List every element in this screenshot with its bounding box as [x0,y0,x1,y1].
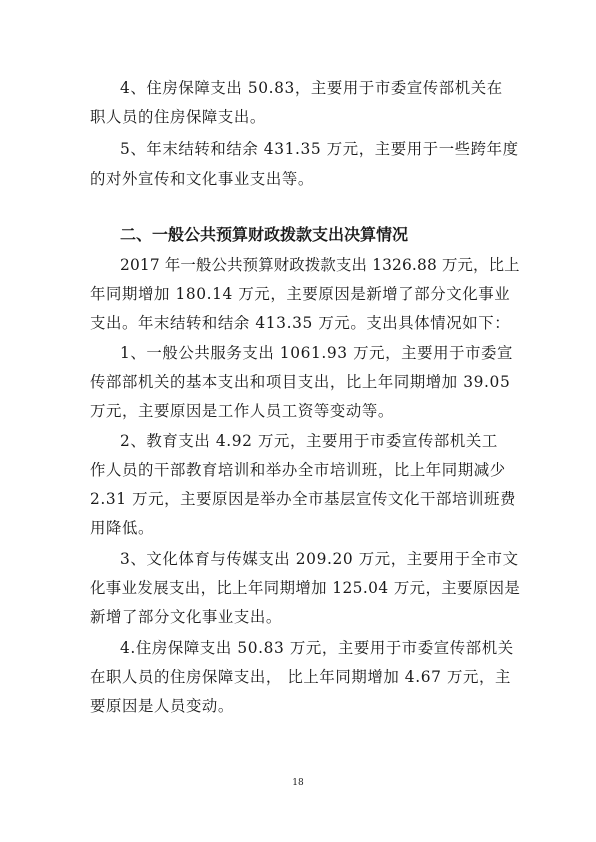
paragraph-line: 年同期增加 180.14 万元，主要原因是新增了部分文化事业 [90,285,511,303]
paragraph-line: 职人员的住房保障支出。 [90,108,266,126]
paragraph-line: 2、教育支出 4.92 万元，主要用于市委宣传部机关工 [120,432,498,450]
paragraph-line: 化事业发展支出，比上年同期增加 125.04 万元，主要原因是 [90,579,521,597]
paragraph-line: 2.31 万元，主要原因是举办全市基层宣传文化干部培训班费 [90,490,516,508]
paragraph-line: 4.住房保障支出 50.83 万元，主要用于市委宣传部机关 [120,639,514,657]
paragraph-line: 用降低。 [90,519,154,537]
paragraph-line: 要原因是人员变动。 [90,697,234,715]
paragraph-line: 1、一般公共服务支出 1061.93 万元，主要用于市委宣 [120,344,514,362]
paragraph-line: 在职人员的住房保障支出， 比上年同期增加 4.67 万元，主 [90,668,511,686]
paragraph-line: 4、住房保障支出 50.83，主要用于市委宣传部机关在 [120,79,503,97]
paragraph-line: 2017 年一般公共预算财政拨款支出 1326.88 万元，比上 [120,256,520,274]
paragraph-line: 新增了部分文化事业支出。 [90,608,282,626]
paragraph-line: 万元，主要原因是工作人员工资等变动等。 [90,402,394,420]
paragraph-line: 5、年末结转和结余 431.35 万元，主要用于一些跨年度 [120,140,519,158]
paragraph-line: 传部部机关的基本支出和项目支出，比上年同期增加 39.05 [90,373,511,391]
paragraph-line: 支出。年末结转和结余 413.35 万元。支出具体情况如下： [90,314,511,332]
paragraph-line: 作人员的干部教育培训和举办全市培训班，比上年同期减少 [90,461,506,479]
page-number: 18 [292,778,304,788]
paragraph-line: 的对外宣传和文化事业支出等。 [90,170,314,188]
paragraph-line: 3、文化体育与传媒支出 209.20 万元，主要用于全市文 [120,550,519,568]
section-title: 二、一般公共预算财政拨款支出决算情况 [120,225,409,244]
